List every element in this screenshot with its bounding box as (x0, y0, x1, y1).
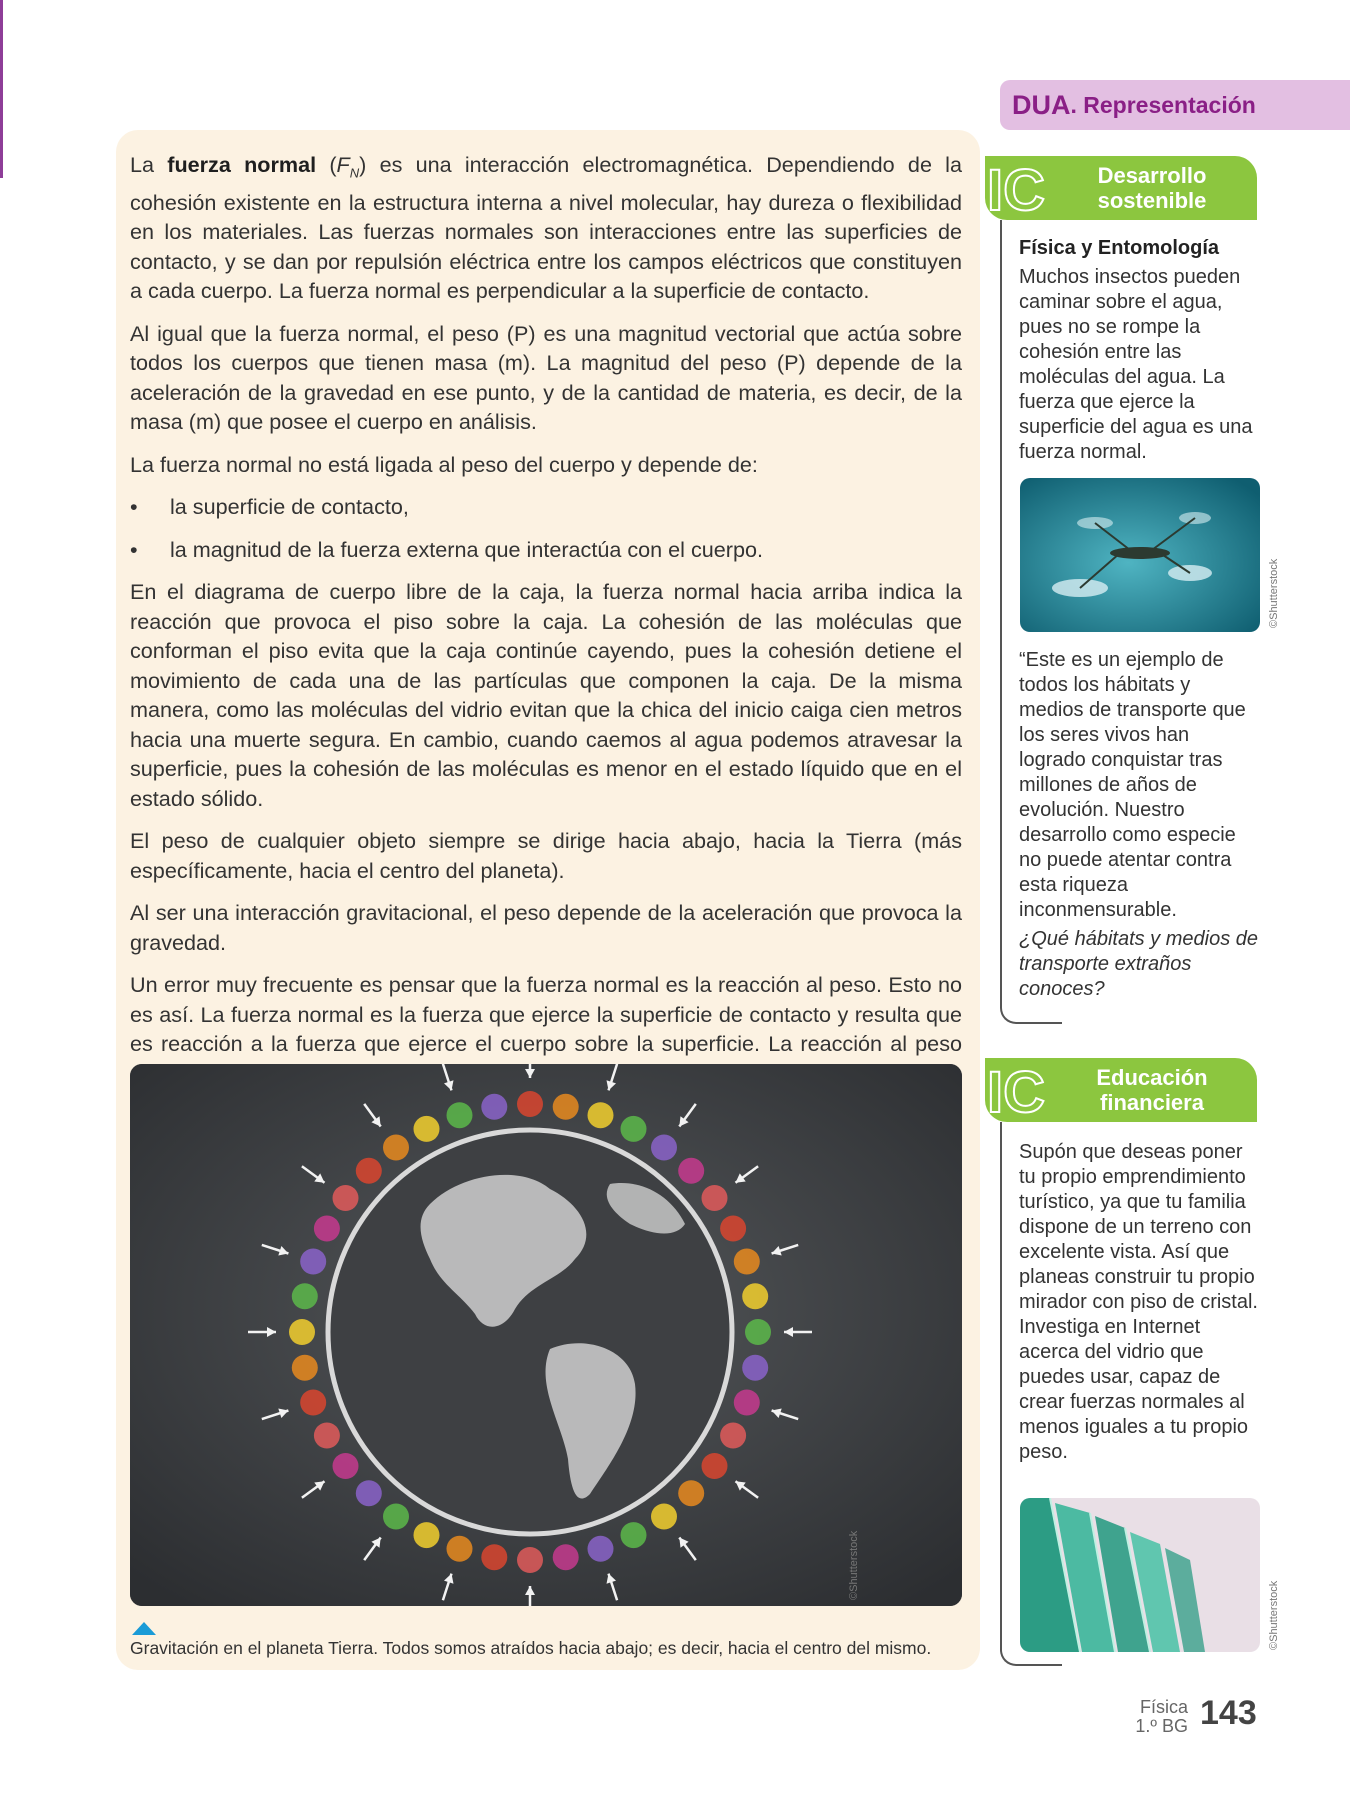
chalk-figure (651, 1504, 677, 1530)
chalk-figure (289, 1319, 315, 1345)
earth-chalkboard-photo (130, 1064, 962, 1606)
chalk-figure (481, 1094, 507, 1120)
chalk-figure (383, 1504, 409, 1530)
chalk-figure (314, 1423, 340, 1449)
left-margin-rule (0, 0, 3, 178)
chalk-figure (333, 1185, 359, 1211)
chalk-figure (314, 1216, 340, 1242)
paragraph-gravitacional: Al ser una interacción gravitacional, el peso depende de la aceleración que provoca la gravedad. (130, 900, 962, 955)
chalk-figure (292, 1355, 318, 1381)
earth-illustration (130, 1064, 962, 1606)
chalk-figure (621, 1522, 647, 1548)
sidebar-header-desarrollo (985, 156, 1257, 220)
dua-label-rest: . Representación (1070, 91, 1256, 118)
chalk-figure (720, 1216, 746, 1242)
chalk-figure (517, 1547, 543, 1573)
chalk-figure (588, 1102, 614, 1128)
sidebar-rule-end (1000, 1006, 1062, 1024)
chalk-figure (745, 1319, 771, 1345)
chalk-figure (734, 1249, 760, 1275)
sidebar-educacion-text: Supón que deseas poner tu propio emprendimiento turístico, ya que tu familia dispone de un terreno con excelente vista. Así que planeas construir tu propio mirador con piso de cristal. Investiga en Internet acerca del vidrio que puedes usar, capaz de crear fuerzas normales al menos iguales a tu propio peso. (1019, 1141, 1258, 1463)
chalk-figure (447, 1102, 473, 1128)
chalk-figure (734, 1390, 760, 1416)
chalk-figure (300, 1249, 326, 1275)
caption-triangle-icon (132, 1622, 156, 1635)
chalk-figure (292, 1283, 318, 1309)
chalk-figure (720, 1423, 746, 1449)
chalk-figure (742, 1355, 768, 1381)
bullet-item: • la superficie de contacto, (130, 492, 962, 522)
sidebar-subtitle: Física y Entomología (1019, 237, 1220, 259)
bullet-list (130, 492, 962, 564)
chalk-figure (702, 1453, 728, 1479)
chalk-figure (553, 1544, 579, 1570)
chalk-figure (333, 1453, 359, 1479)
sidebar-rule (1000, 220, 1002, 1006)
svg-text:IC: IC (987, 158, 1045, 218)
footer-subject (1124, 1698, 1188, 1736)
dua-label-bold: DUA (1012, 89, 1071, 120)
chalk-figure (742, 1283, 768, 1309)
sidebar-desarrollo-text (1019, 236, 1259, 465)
photo-credit: ©Shutterstock (1268, 558, 1280, 628)
footer-subject-name: Física (1139, 1697, 1188, 1717)
paragraph-peso: Al igual que la fuerza normal, el peso (P) es una magnitud vectorial que actúa sobre todos los cuerpos que tienen masa (m). La magnitud del peso (P) depende de la aceleración de la gravedad en ese punto, y de la cantidad de materia, es decir, de la masa (m) que posee el cuerpo en análisis. (130, 320, 962, 435)
chalk-figure (356, 1158, 382, 1184)
sidebar-question: ¿Qué hábitats y medios de transporte extraños conoces? (1019, 928, 1259, 1000)
water-strider-photo (1020, 478, 1260, 632)
chalk-figure (702, 1185, 728, 1211)
water-strider-illustration (1020, 478, 1260, 632)
chalk-figure (414, 1522, 440, 1548)
photo-caption: Gravitación en el planeta Tierra. Todos somos atraídos hacia abajo; es decir, hacia el centro del mismo. (130, 1638, 932, 1658)
photo-credit: ©Shutterstock (848, 1530, 860, 1600)
chalk-figure (588, 1536, 614, 1562)
sidebar-quote: “Este es un ejemplo de todos los hábitats y medios de transporte que los seres vivos han logrado conquistar tras millones de años de evolución. Nuestro desarrollo como especie no puede atentar contra esta riqueza inconmensurable. (1019, 649, 1246, 921)
page-number: 143 (1200, 1694, 1257, 1732)
chalk-figure (678, 1158, 704, 1184)
svg-text:IC: IC (987, 1060, 1045, 1120)
term-fuerza-normal: fuerza normal (167, 152, 317, 177)
chalk-figure (651, 1135, 677, 1161)
glass-photo (1020, 1498, 1260, 1652)
dua-header (1000, 80, 1350, 130)
footer-grade: 1.º BG (1135, 1716, 1188, 1736)
sidebar-title-educacion: Educación financiera (1096, 1065, 1208, 1115)
chalk-figure (553, 1094, 579, 1120)
symbol-fn: F (336, 152, 350, 177)
main-text (130, 150, 962, 1101)
sidebar-header-educacion (985, 1058, 1257, 1122)
paragraph-direccion-peso: El peso de cualquier objeto siempre se dirige hacia abajo, hacia la Tierra (más específicamente, hacia el centro del planeta). (130, 828, 962, 883)
chalk-figure (383, 1135, 409, 1161)
chalk-figure (678, 1480, 704, 1506)
sidebar-rule (1000, 1122, 1002, 1648)
bullet-item: • la magnitud de la fuerza externa que interactúa con el cuerpo. (130, 535, 962, 565)
chalk-figure (300, 1390, 326, 1416)
paragraph-depende: La fuerza normal no está ligada al peso del cuerpo y depende de: (130, 451, 758, 477)
sidebar-title-desarrollo: Desarrollo sostenible (1097, 163, 1207, 213)
chalk-figure (621, 1116, 647, 1142)
chalk-figure (414, 1116, 440, 1142)
glass-panels-illustration (1020, 1498, 1260, 1652)
ic-icon (985, 1060, 1055, 1120)
chalk-figure (481, 1544, 507, 1570)
sidebar-body: Muchos insectos pueden caminar sobre el agua, pues no se rompe la cohesión entre las moléculas del agua. La fuerza que ejerce la superficie del agua es una fuerza normal. (1019, 266, 1253, 463)
paragraph-diagrama: En el diagrama de cuerpo libre de la caja, la fuerza normal hacia arriba indica la reacción que provoca el piso sobre la caja. La cohesión de las moléculas que conforman el piso evita que la caja continúe cayendo, pues la cohesión detiene el movimiento de cada una de las partículas que componen la caja. De la misma manera, como las moléculas del vidrio evitan que la chica del inicio caiga cien metros hacia una muerte segura. En cambio, cuando caemos al agua podemos atravesar la superficie, pues la cohesión de las moléculas es menor en el estado líquido que en el estado sólido. (130, 579, 962, 811)
chalk-figure (447, 1536, 473, 1562)
chalk-figure (517, 1091, 543, 1117)
photo-credit: ©Shutterstock (1268, 1580, 1280, 1650)
paragraph-fuerza-normal: La fuerza normal $(F_N)$ es una interacción electromagnética. Dependiendo de la cohesión existente en la estructura interna a nivel molecular, hay dureza o flexibilidad en los materiales. Las fuerzas normales son interacciones entre las superficies de contacto, y se dan por repulsión eléctrica entre los campos eléctricos que constituyen a cada cuerpo. La fuerza normal es perpendicular a la superficie de contacto. (130, 152, 962, 304)
sidebar-quote-text (1019, 648, 1259, 1002)
ic-icon (985, 158, 1055, 218)
symbol-fn-subscript: N (349, 165, 360, 181)
chalk-figure (356, 1480, 382, 1506)
paragraph-error-frecuente: Un error muy frecuente es pensar que la fuerza normal es la reacción al peso. Esto no es así. La fuerza normal es la fuerza que ejerce la superficie de contacto y resulta que es reacción a la fuerza que ejerce el cuerpo sobre la superficie. La reacción al peso (130, 972, 962, 1057)
